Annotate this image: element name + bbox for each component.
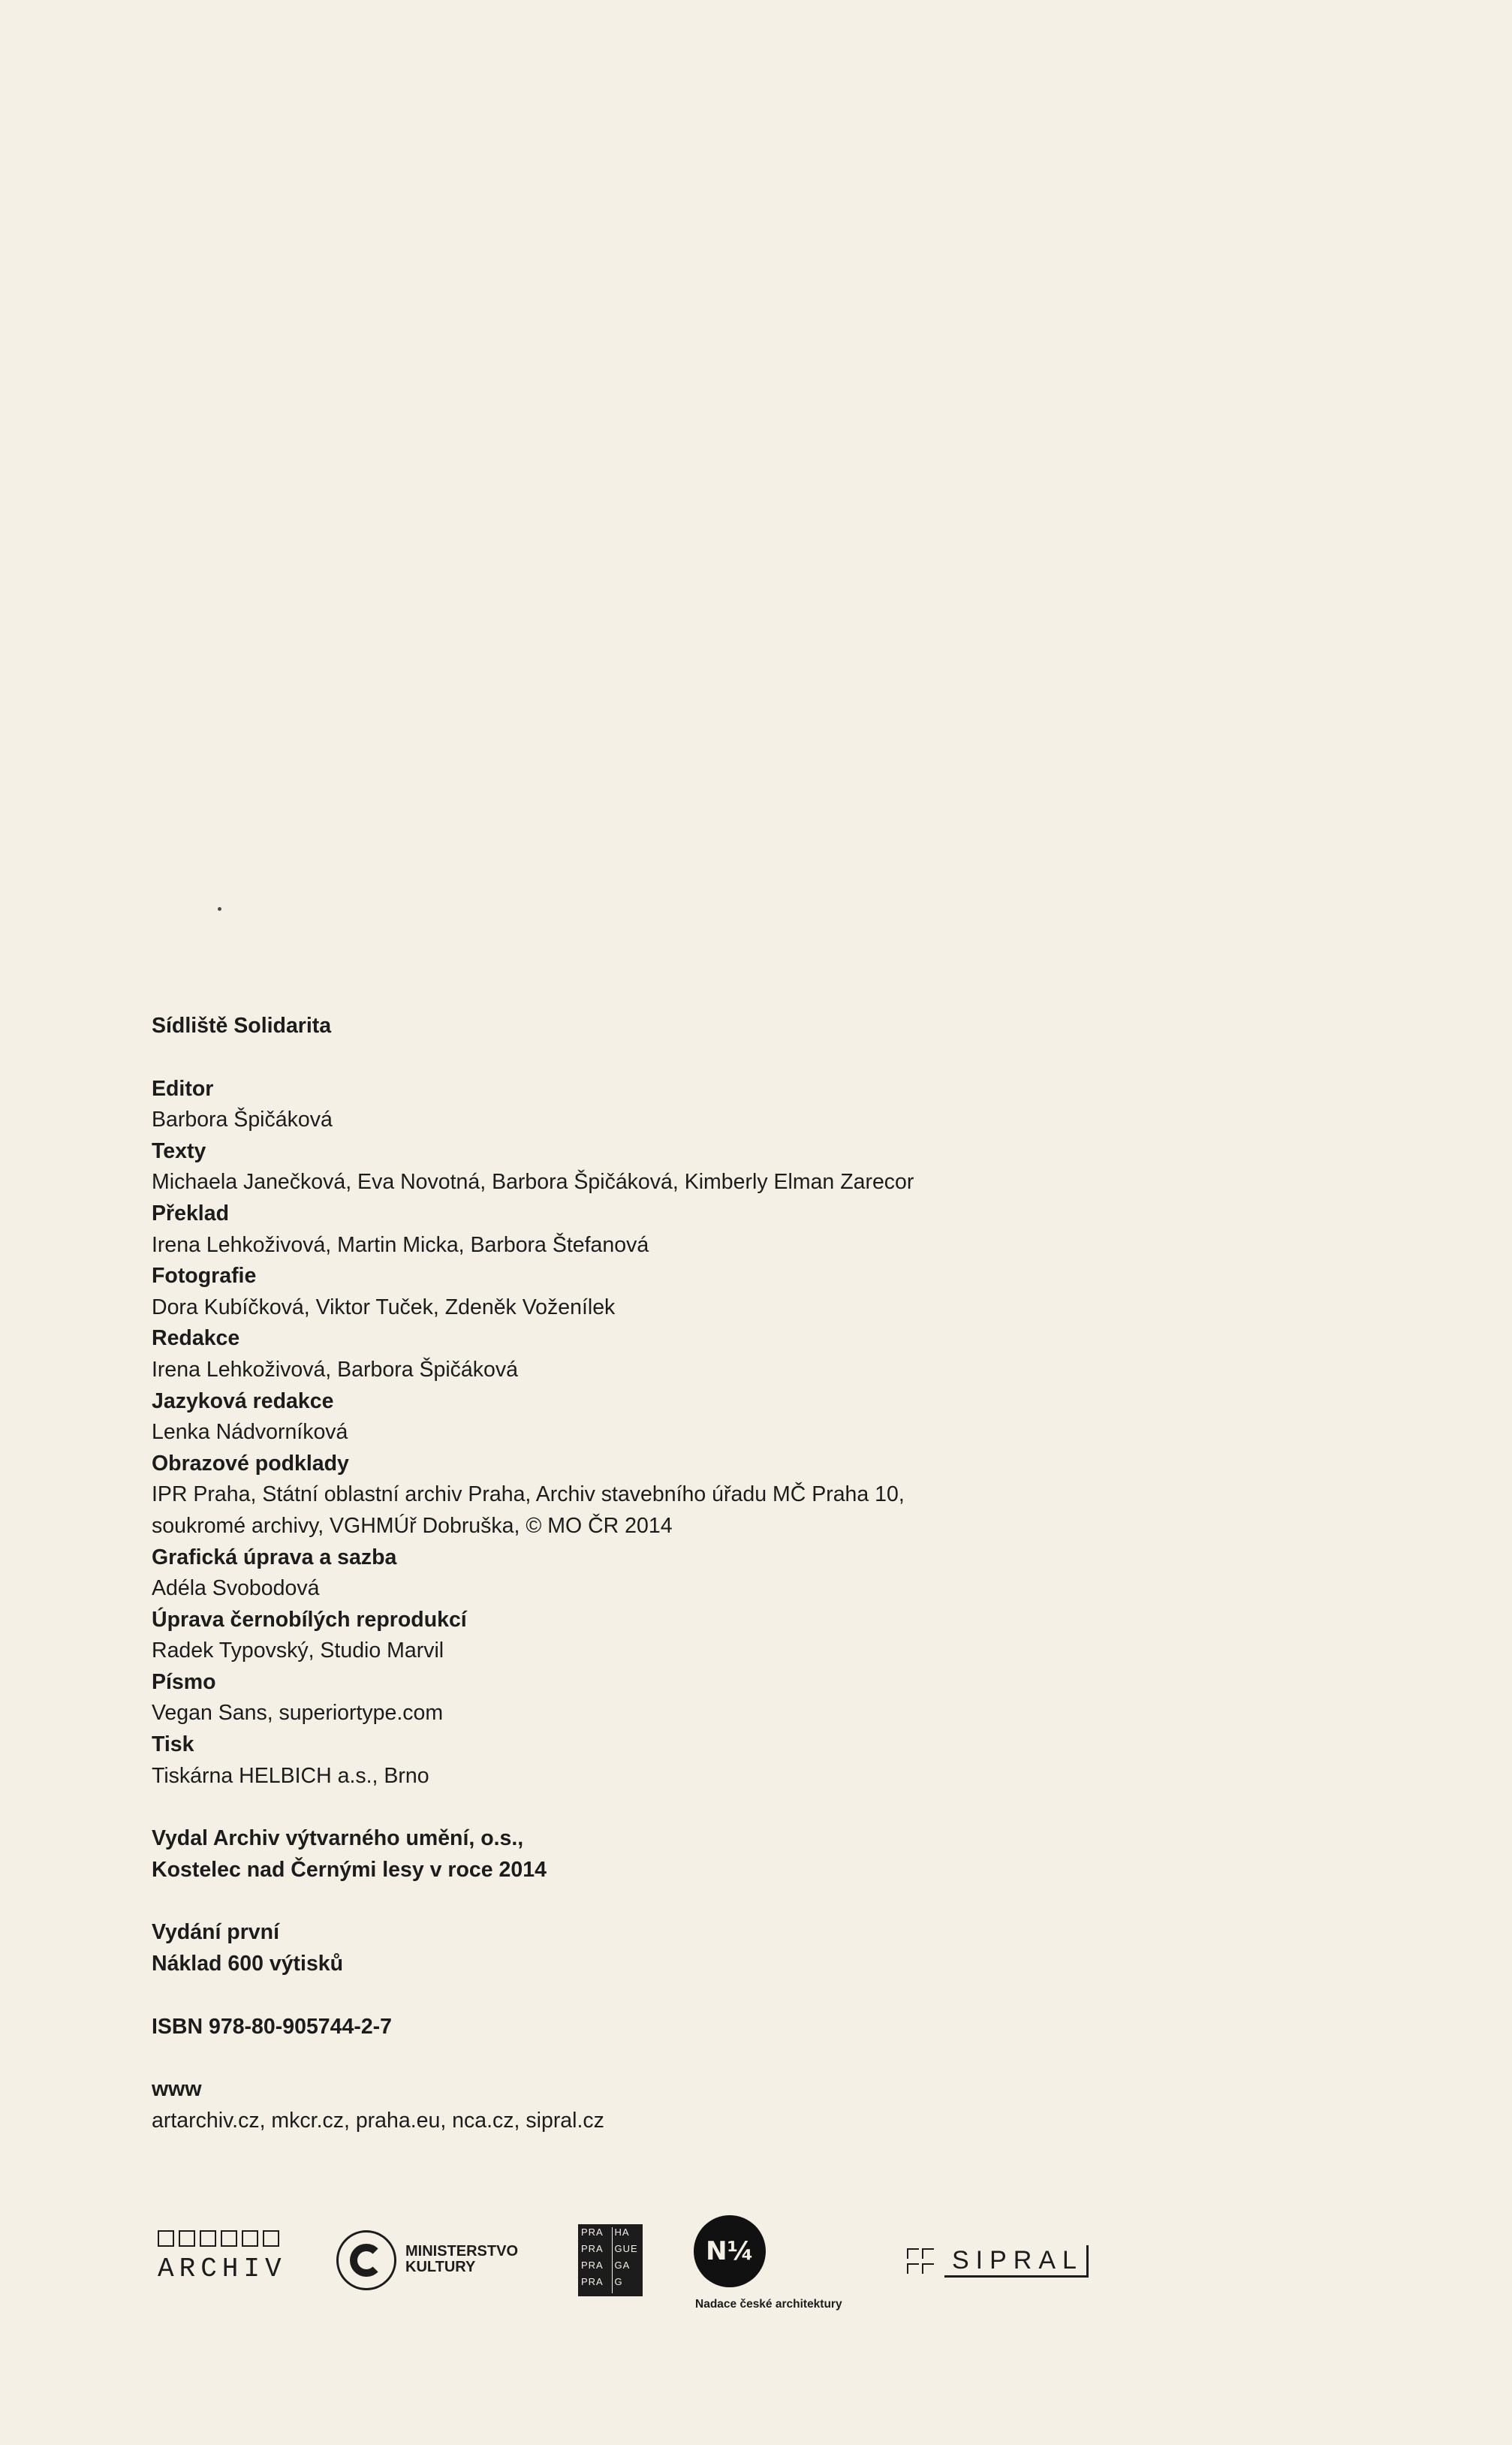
nca-emblem-icon: N¼ (694, 2215, 766, 2287)
praha-cell: G (612, 2277, 640, 2293)
sipral-wordmark: SIPRAL (944, 2245, 1089, 2278)
credit-role: Grafická úprava a sazba (152, 1545, 397, 1569)
credit-names: Tiskárna HELBICH a.s., Brno (152, 1763, 429, 1788)
artarchiv-boxes-icon (158, 2230, 285, 2250)
ministerstvo-wordmark (405, 2244, 518, 2275)
kultury-line: KULTURY (405, 2259, 476, 2275)
credit-role: Editor (152, 1076, 214, 1101)
artarchiv-wordmark: ARCHIV (158, 2254, 287, 2284)
credit-role: Překlad (152, 1201, 229, 1226)
credit-names: Adéla Svobodová (152, 1576, 320, 1601)
credit-role: Úprava černobílých reprodukcí (152, 1607, 467, 1632)
publisher-line: Vydal Archiv výtvarného umění, o.s., (152, 1826, 524, 1851)
ministerstvo-line: MINISTERSTVO (405, 2243, 519, 2260)
book-title: Sídliště Solidarita (152, 1014, 332, 1038)
edition-info (152, 1917, 1203, 1979)
web-label: www (152, 2077, 202, 2102)
sipral-logo (907, 2245, 1095, 2281)
colophon-text (152, 1011, 1203, 2136)
credit-role: Redakce (152, 1326, 240, 1351)
credit-names: Vegan Sans, superiortype.com (152, 1701, 444, 1726)
nca-caption: Nadace české architektury (695, 2298, 842, 2311)
publisher-line: Kostelec nad Černými lesy v roce 2014 (152, 1857, 547, 1882)
publisher-info (152, 1823, 1203, 1886)
praha-cell: PRA (581, 2260, 604, 2271)
praha-cell: HA (612, 2227, 640, 2244)
credit-names: Irena Lehkoživová, Barbora Špičáková (152, 1357, 518, 1382)
paper-speck (218, 907, 221, 911)
credit-role: Jazyková redakce (152, 1388, 334, 1413)
web-links (152, 2074, 1203, 2136)
credit-names: Barbora Špičáková (152, 1108, 333, 1132)
credit-names-continued: soukromé archivy, VGHMÚř Dobruška, © MO ČR 2014 (152, 1513, 673, 1538)
print-run-line: Náklad 600 výtisků (152, 1952, 344, 1976)
credit-names: Michaela Janečková, Eva Novotná, Barbora Špičáková, Kimberly Elman Zarecor (152, 1170, 914, 1195)
praha-logo (578, 2224, 643, 2296)
credits-list (152, 1074, 1203, 1792)
credit-names: IPR Praha, Státní oblastní archiv Praha, Archiv stavebního úřadu MČ Praha 10, (152, 1482, 905, 1507)
credit-role: Písmo (152, 1669, 216, 1694)
credit-names: Radek Typovský, Studio Marvil (152, 1639, 444, 1663)
credit-names: Irena Lehkoživová, Martin Micka, Barbora Štefanová (152, 1232, 649, 1257)
praha-cell: PRA (581, 2243, 604, 2254)
credit-role: Tisk (152, 1732, 194, 1757)
ministerstvo-kultury-logo (336, 2230, 547, 2298)
ministerstvo-emblem-icon (336, 2230, 396, 2290)
edition-line: Vydání první (152, 1920, 279, 1945)
praha-cell: PRA (581, 2276, 604, 2287)
credit-role: Fotografie (152, 1264, 257, 1289)
web-sites: artarchiv.cz, mkcr.cz, praha.eu, nca.cz, sipral.cz (152, 2108, 604, 2133)
partner-logos (0, 2200, 1512, 2320)
credit-role: Obrazové podklady (152, 1451, 349, 1476)
credit-names: Lenka Nádvorníková (152, 1420, 348, 1445)
praha-cell: PRA (581, 2226, 604, 2238)
credit-names: Dora Kubíčková, Viktor Tuček, Zdeněk Voženílek (152, 1295, 616, 1319)
praha-cell: GUE (612, 2244, 640, 2260)
praha-cell: GA (612, 2260, 640, 2277)
isbn: ISBN 978-80-905744-2-7 (152, 2014, 393, 2039)
artarchiv-logo (158, 2230, 285, 2284)
credit-role: Texty (152, 1138, 206, 1163)
sipral-marks-icon (907, 2247, 938, 2277)
nca-logo (694, 2215, 866, 2320)
